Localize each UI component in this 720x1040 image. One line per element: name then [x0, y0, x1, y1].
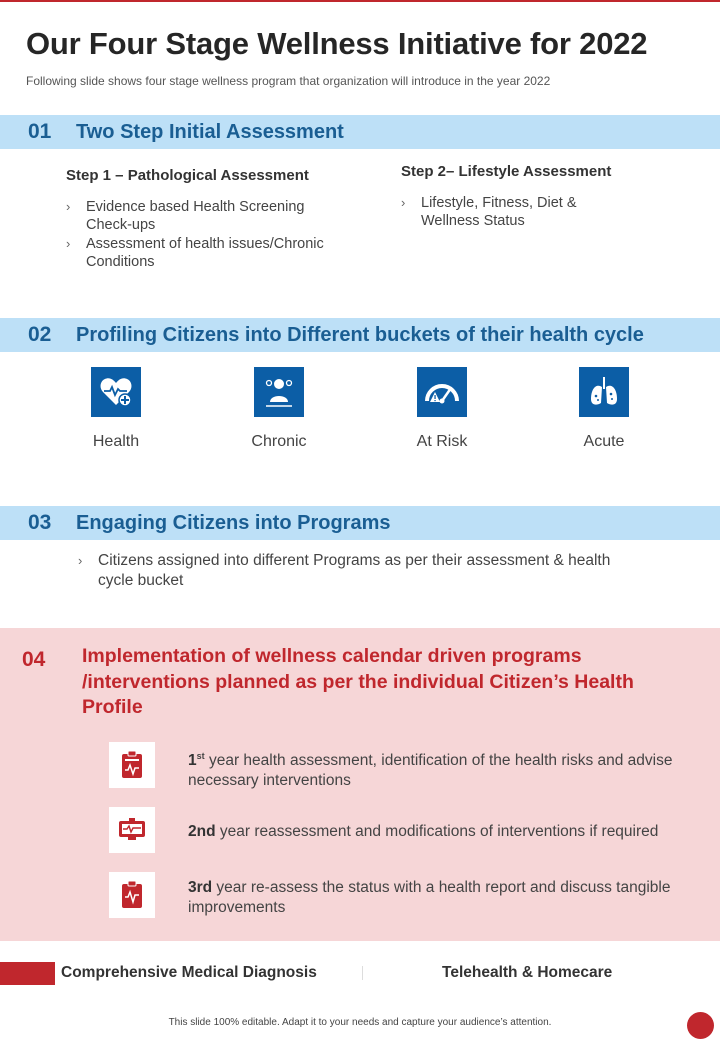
- bucket-label: Health: [92, 433, 140, 450]
- year-3-text: 3rd year re-assess the status with a health report and discuss tangible improvements: [188, 879, 671, 916]
- bucket-label: Acute: [583, 433, 625, 450]
- step-1-bullets: [66, 198, 346, 272]
- red-dot-decoration: [687, 1012, 714, 1039]
- top-rule: [0, 0, 720, 2]
- bucket-at-risk: [382, 367, 502, 451]
- bucket-label: Chronic: [251, 433, 307, 450]
- patient-icon: [254, 367, 304, 417]
- divider: [362, 966, 363, 980]
- list-item: › Evidence based Health Screening Check-ups: [66, 199, 305, 233]
- bucket-acute: [544, 367, 664, 451]
- bottom-right-label: Telehealth & Homecare: [442, 964, 613, 981]
- page-title: Our Four Stage Wellness Initiative for 2022: [26, 26, 648, 61]
- year-1-text: 1st year health assessment, identification of the health risks and advise necessary interventions: [188, 751, 673, 789]
- chevron-right-icon: ›: [401, 195, 406, 210]
- bucket-health: [56, 367, 176, 451]
- section-2-header: [0, 318, 720, 352]
- page-subtitle: Following slide shows four stage wellness program that organization will introduce in the year 2022: [26, 74, 551, 88]
- step-2-bullets: [401, 194, 601, 231]
- section-2-title: Profiling Citizens into Different buckets of their health cycle: [76, 323, 644, 346]
- bucket-label: At Risk: [416, 433, 468, 450]
- list-item: › Citizens assigned into different Programs as per their assessment & health cycle bucket: [78, 552, 611, 589]
- heart-plus-icon: [91, 367, 141, 417]
- clipboard-chart-icon: [109, 742, 155, 788]
- health-report-icon: [109, 872, 155, 918]
- section-1-number: 01: [28, 120, 52, 143]
- list-item: › Assessment of health issues/Chronic Conditions: [66, 236, 324, 270]
- gauge-warning-icon: [417, 367, 467, 417]
- list-item: › Lifestyle, Fitness, Diet & Wellness Status: [401, 195, 577, 229]
- section-1-title: Two Step Initial Assessment: [76, 120, 344, 143]
- year-2-text: 2nd year reassessment and modifications of interventions if required: [188, 823, 659, 840]
- lungs-icon: [579, 367, 629, 417]
- step-1-heading: Step 1 – Pathological Assessment: [66, 167, 309, 184]
- section-3-bullets: [78, 551, 638, 591]
- chevron-right-icon: ›: [66, 236, 71, 251]
- chevron-right-icon: ›: [78, 553, 83, 568]
- section-4-title: Implementation of wellness calendar driven programs /interventions planned as per the individual Citizen’s Health Profile: [82, 645, 634, 718]
- section-3-number: 03: [28, 511, 52, 534]
- footer-note: This slide 100% editable. Adapt it to your needs and capture your audience’s attention.: [168, 1017, 552, 1028]
- bucket-chronic: [219, 367, 339, 451]
- bottom-accent-bar: [0, 962, 55, 985]
- section-1-header: [0, 115, 720, 149]
- section-3-header: [0, 506, 720, 540]
- section-3-title: Engaging Citizens into Programs: [76, 511, 391, 534]
- section-4-number: 04: [22, 648, 46, 671]
- bottom-left-label: Comprehensive Medical Diagnosis: [61, 964, 317, 981]
- monitor-heart-icon: [109, 807, 155, 853]
- chevron-right-icon: ›: [66, 199, 71, 214]
- step-2-heading: Step 2– Lifestyle Assessment: [401, 163, 612, 180]
- section-2-number: 02: [28, 323, 52, 346]
